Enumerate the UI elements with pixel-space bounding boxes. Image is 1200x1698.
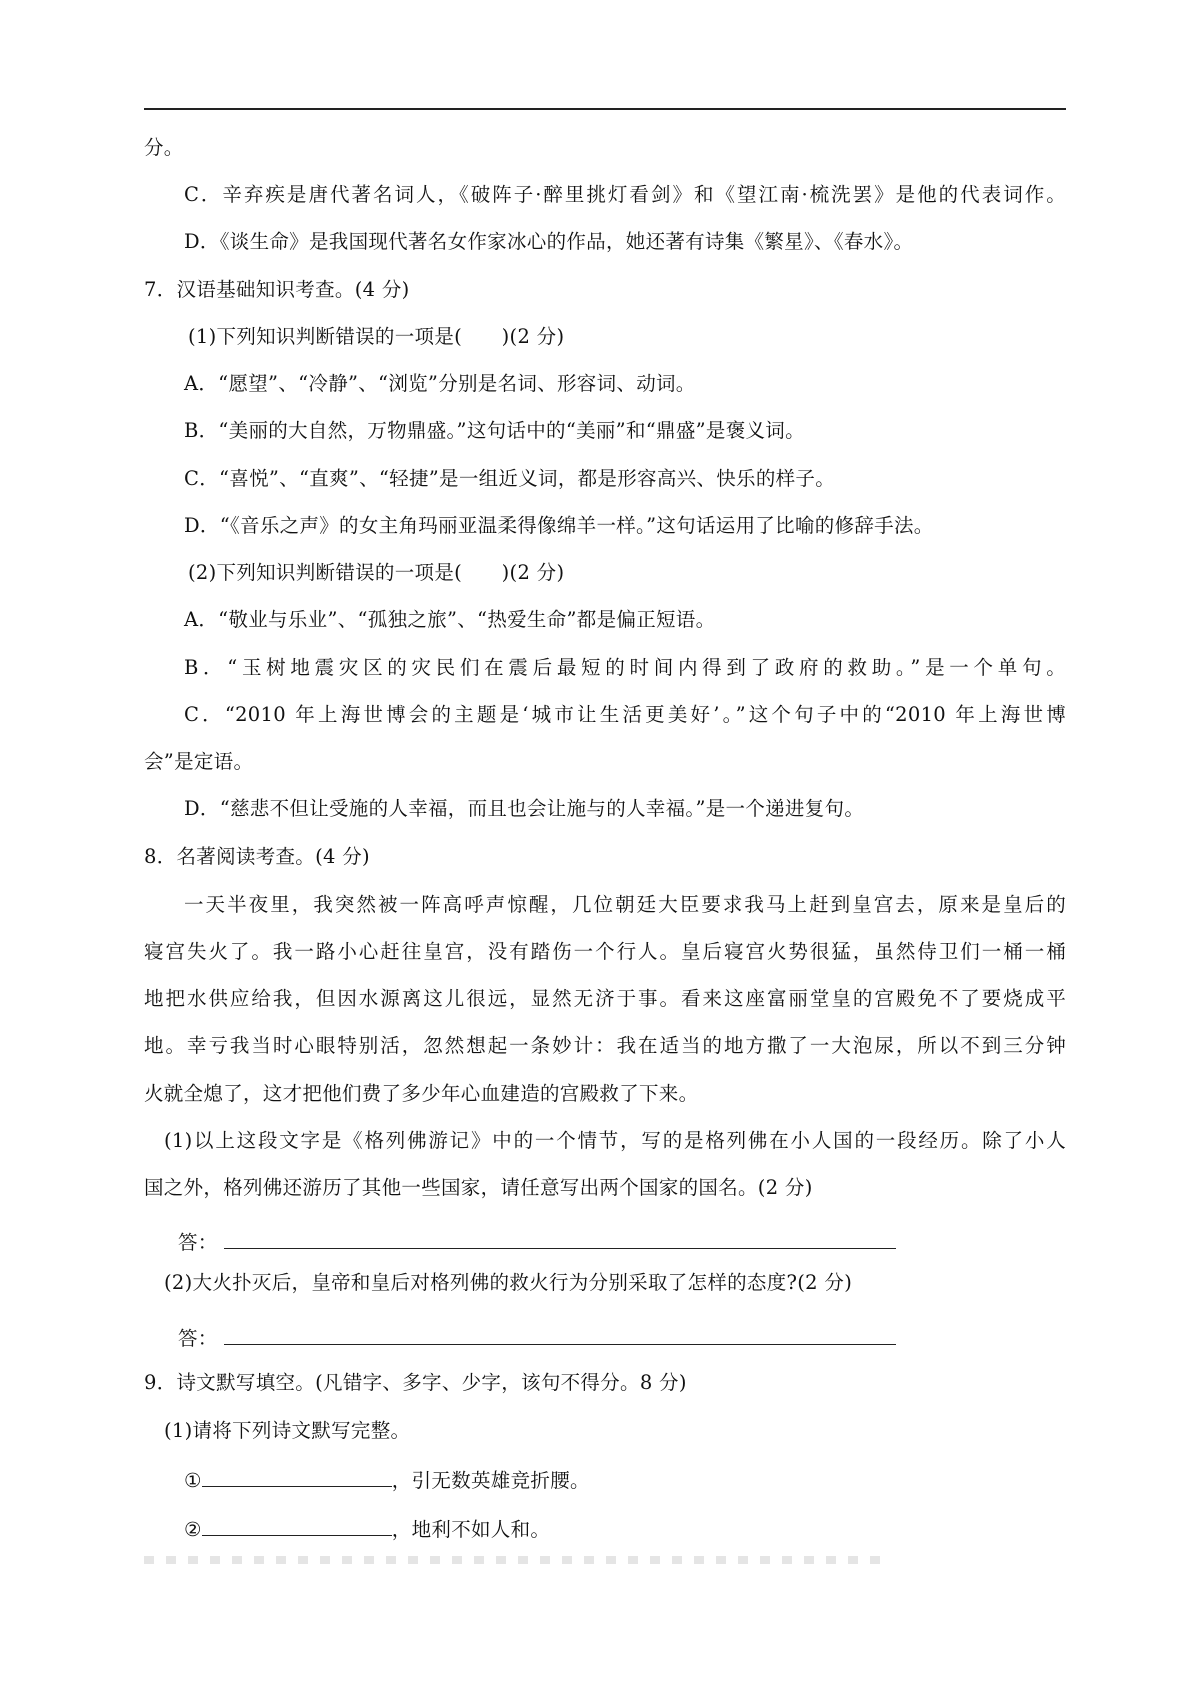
answer-row (178, 1226, 896, 1257)
text-line: 会”是定语。 (144, 750, 254, 773)
text-line: B．“玉树地震灾区的灾民们在震后最短的时间内得到了政府的救助。”是一个单句。 (184, 656, 1066, 679)
text-line: 火就全熄了，这才把他们费了多少年心血建造的宫殿救了下来。 (144, 1082, 699, 1105)
text-line: 一天半夜里，我突然被一阵高呼声惊醒，几位朝廷大臣要求我马上赶到皇宫去，原来是皇后的 (184, 893, 1066, 916)
text-line: 7．汉语基础知识考查。(4 分) (144, 278, 410, 301)
text-line: 寝宫失火了。我一路小心赶往皇宫，没有踏伤一个行人。皇后寝宫火势很猛，虽然侍卫们一桶一桶 (144, 940, 1066, 963)
blank-tail-text: ，地利不如人和。 (391, 1518, 551, 1541)
answer-blank[interactable] (224, 1322, 896, 1345)
text-line: 8．名著阅读考查。(4 分) (144, 845, 370, 868)
fill-blank[interactable] (202, 1513, 392, 1536)
blank-row (184, 1513, 550, 1544)
text-line: D．《谈生命》是我国现代著名女作家冰心的作品，她还著有诗集《繁星》、《春水》。 (184, 230, 914, 253)
blank-row (184, 1464, 590, 1495)
text-line: (1)请将下列诗文默写完整。 (164, 1419, 411, 1442)
text-line: B．“美丽的大自然，万物鼎盛。”这句话中的“美丽”和“鼎盛”是褒义词。 (184, 419, 805, 442)
text-line: D．“《音乐之声》的女主角玛丽亚温柔得像绵羊一样。”这句话运用了比喻的修辞手法。 (184, 514, 934, 537)
answer-row (178, 1322, 896, 1353)
answer-label: 答： (178, 1327, 218, 1350)
answer-blank[interactable] (224, 1226, 896, 1249)
text-line: D．“慈悲不但让受施的人幸福，而且也会让施与的人幸福。”是一个递进复句。 (184, 797, 865, 820)
text-line: 分。 (144, 136, 184, 159)
text-line: C．“2010 年上海世博会的主题是‘城市让生活更美好’。”这个句子中的“2010 年上海世博 (184, 703, 1066, 726)
text-line: 地。幸亏我当时心眼特别活，忽然想起一条妙计：我在适当的地方撒了一大泡尿，所以不到三分钟 (144, 1034, 1066, 1057)
text-line: A．“愿望”、“冷静”、“浏览”分别是名词、形容词、动词。 (184, 372, 696, 395)
text-line: 9．诗文默写填空。(凡错字、多字、少字，该句不得分。8 分) (144, 1371, 687, 1394)
text-line: C．辛弃疾是唐代著名词人，《破阵子·醉里挑灯看剑》和《望江南·梳洗罢》是他的代表词作。 (184, 183, 1066, 206)
header-rule (144, 108, 1066, 110)
blank-tail-text: ，引无数英雄竞折腰。 (391, 1469, 590, 1492)
fill-blank[interactable] (202, 1464, 392, 1487)
blank-marker: ① (184, 1469, 202, 1492)
text-line: 国之外，格列佛还游历了其他一些国家，请任意写出两个国家的国名。(2 分) (144, 1176, 813, 1199)
text-line: (1)下列知识判断错误的一项是( )(2 分) (188, 325, 565, 348)
text-line: (2)下列知识判断错误的一项是( )(2 分) (188, 561, 565, 584)
faint-bleed-through (144, 1556, 884, 1564)
answer-label: 答： (178, 1231, 218, 1254)
blank-marker: ② (184, 1518, 202, 1541)
text-line: C．“喜悦”、“直爽”、“轻捷”是一组近义词，都是形容高兴、快乐的样子。 (184, 467, 836, 490)
text-line: (1)以上这段文字是《格列佛游记》中的一个情节，写的是格列佛在小人国的一段经历。除了小人 (164, 1129, 1066, 1152)
text-line: (2)大火扑灭后，皇帝和皇后对格列佛的救火行为分别采取了怎样的态度?(2 分) (164, 1271, 853, 1294)
text-line: 地把水供应给我，但因水源离这儿很远，显然无济于事。看来这座富丽堂皇的宫殿免不了要烧成平 (144, 987, 1066, 1010)
text-line: A．“敬业与乐业”、“孤独之旅”、“热爱生命”都是偏正短语。 (184, 608, 716, 631)
